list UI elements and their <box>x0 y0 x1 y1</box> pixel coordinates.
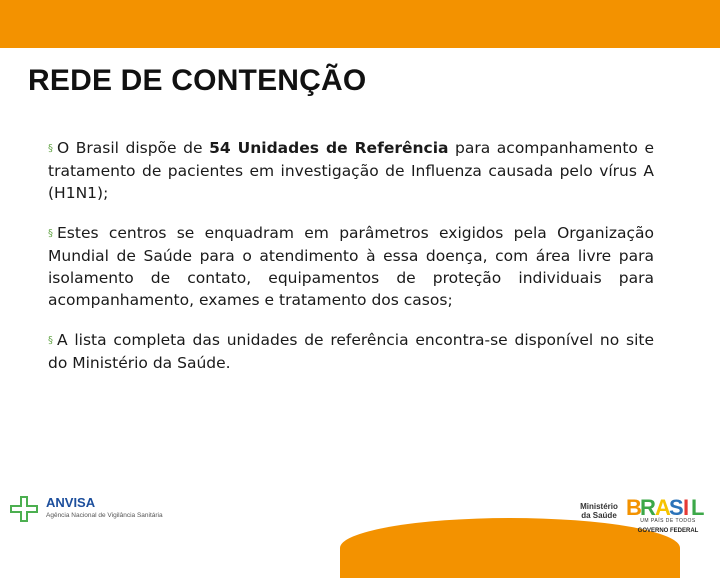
anvisa-name: ANVISA <box>46 495 96 510</box>
brasil-letter: I <box>683 495 690 520</box>
bullet-icon: § <box>48 143 53 154</box>
anvisa-icon <box>10 496 38 522</box>
paragraph-text: A lista completa das unidades de referência encontra-se disponível no site do Ministério da Saúde. <box>48 331 654 372</box>
anvisa-logo <box>10 494 163 524</box>
footer-accent-arc <box>340 518 680 578</box>
slide-title: REDE DE CONTENÇÃO <box>28 64 367 97</box>
brasil-letter: S <box>669 495 684 520</box>
bullet-paragraph-2 <box>48 222 654 311</box>
brasil-tagline: UM PAÍS DE TODOS <box>640 518 696 524</box>
brasil-letter: B <box>626 495 642 520</box>
paragraph-text: para acompanhamento e tratamento de pacientes em investigação de Influenza causada pelo vírus A (H1N1); <box>48 139 654 202</box>
bullet-paragraph-3 <box>48 329 654 374</box>
brasil-logo <box>626 496 710 526</box>
ministerio-logo: Ministério da Saúde <box>580 502 618 520</box>
brasil-letter: L <box>691 495 705 520</box>
anvisa-subtitle: Agência Nacional de Vigilância Sanitária <box>46 512 163 519</box>
brasil-letter: R <box>640 495 656 520</box>
bullet-icon: § <box>48 228 53 239</box>
paragraph-emphasis: 54 Unidades de Referência <box>209 139 449 157</box>
brasil-letter: A <box>655 495 671 520</box>
slide-body <box>48 137 654 392</box>
bullet-paragraph-1 <box>48 137 654 204</box>
governo-federal-label: GOVERNO FEDERAL <box>637 528 699 534</box>
paragraph-text: O Brasil dispõe de <box>57 139 210 157</box>
top-accent-bar <box>0 0 720 48</box>
paragraph-text: Estes centros se enquadram em parâmetros exigidos pela Organização Mundial de Saúde para o atendimento à essa doença, com área livre para isolamento de contato, equipamentos de proteção individuais para acompanhamento, exames e tratamento dos casos; <box>48 224 654 309</box>
bullet-icon: § <box>48 335 53 346</box>
